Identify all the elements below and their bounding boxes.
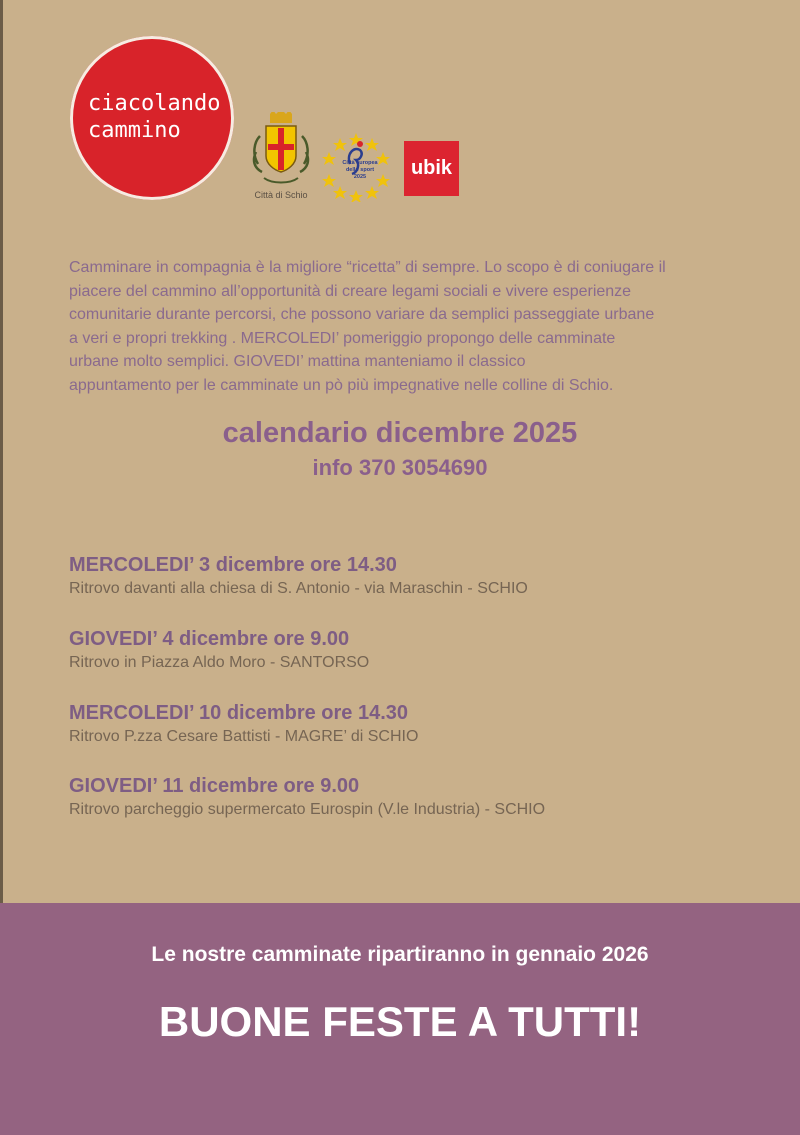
restart-notice: Le nostre camminate ripartiranno in gennaio 2026: [151, 943, 649, 966]
crest-caption: Città di Schio: [254, 190, 308, 200]
event-item: [69, 774, 545, 821]
intro-line: comunitarie durante percorsi, che possono variare da semplici passeggiate urbane: [69, 306, 655, 323]
logo-line-1: ciacolando: [88, 91, 221, 116]
citta-di-schio-crest-logo: [250, 112, 312, 204]
crest-shield-icon: [250, 112, 312, 192]
event-title: MERCOLEDI’ 3 dicembre ore 14.30: [69, 554, 397, 576]
holiday-greeting: BUONE FESTE A TUTTI!: [158, 998, 642, 1045]
ciacolando-cammino-logo: [70, 36, 234, 200]
logo-line-2: cammino: [88, 118, 181, 143]
intro-line: piacere del cammino all’opportunità di creare legami sociali e vivere esperienze: [69, 282, 632, 300]
event-item: [69, 553, 528, 600]
footer-band: [0, 903, 800, 1135]
event-title: GIOVEDI’ 4 dicembre ore 9.00: [69, 628, 350, 650]
event-meeting-place: Ritrovo P.zza Cesare Battisti - MAGRE’ di SCHIO: [69, 728, 419, 745]
event-title: MERCOLEDI’ 10 dicembre ore 14.30: [69, 702, 409, 724]
intro-line: a veri e propri trekking . MERCOLEDI’ pomeriggio propongo delle camminate: [69, 329, 616, 347]
ubik-logo: ubik: [404, 141, 459, 196]
event-meeting-place: Ritrovo in Piazza Aldo Moro - SANTORSO: [69, 654, 370, 671]
event-item: [69, 627, 369, 674]
intro-line: appuntamento per le camminate un pò più impegnative nelle colline di Schio.: [69, 376, 614, 394]
contact-info: info 370 3054690: [312, 455, 488, 480]
event-title: GIOVEDI’ 11 dicembre ore 9.00: [69, 775, 360, 797]
intro-line: Camminare in compagnia è la migliore “ricetta” di sempre. Lo scopo è di coniugare il: [69, 259, 666, 276]
calendar-title: calendario dicembre 2025: [222, 417, 578, 449]
intro-line: urbane molto semplici. GIOVEDI’ mattina manteniamo il classico: [69, 353, 526, 370]
event-meeting-place: Ritrovo parcheggio supermercato Eurospin (V.le Industria) - SCHIO: [69, 801, 546, 818]
intro-paragraph: [69, 256, 739, 397]
euro-logo-text: Città europea dello sport 2025: [342, 160, 378, 180]
event-item: [69, 701, 418, 748]
event-meeting-place: Ritrovo davanti alla chiesa di S. Antonio - via Maraschin - SCHIO: [69, 580, 528, 597]
citta-europea-sport-logo: [320, 130, 392, 202]
